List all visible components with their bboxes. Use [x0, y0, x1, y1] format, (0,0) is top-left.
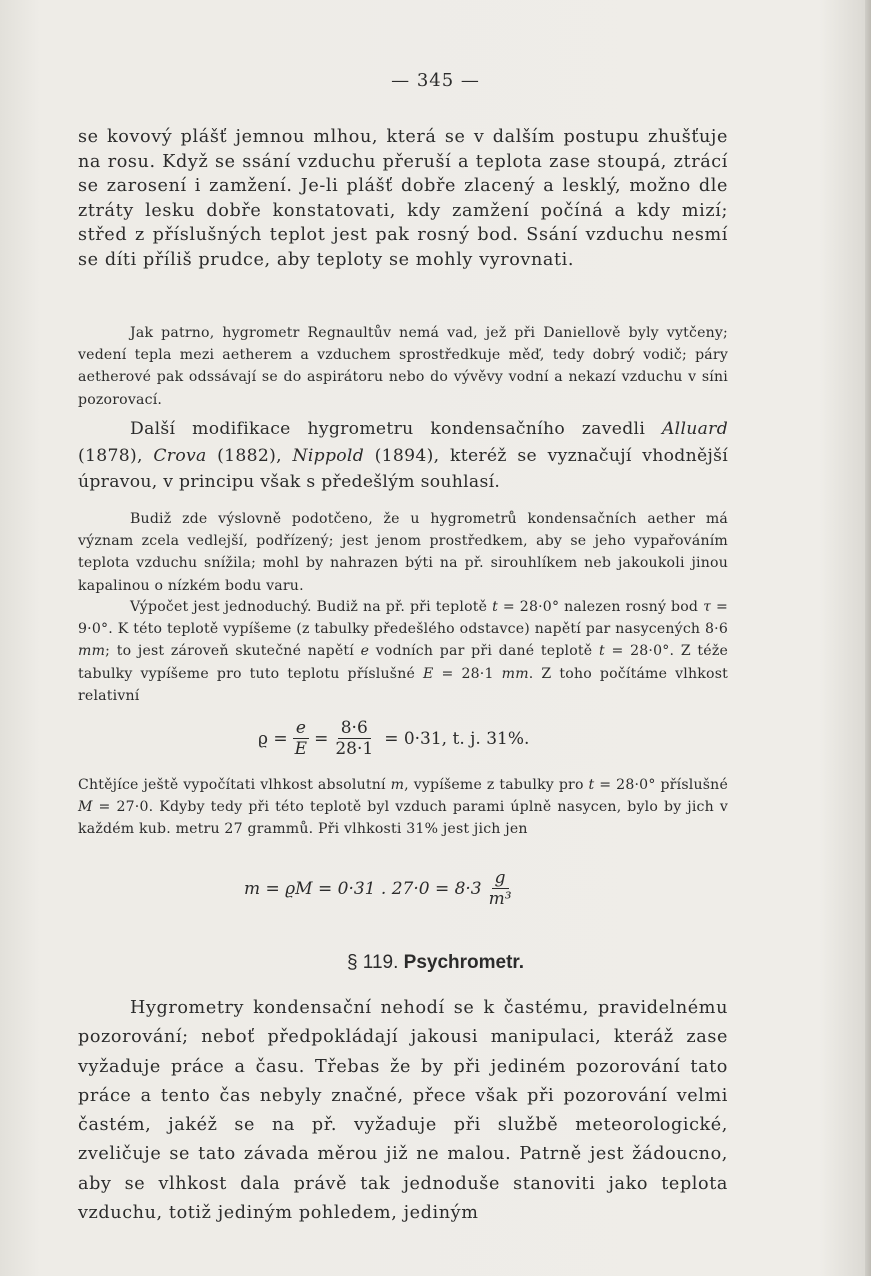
section-heading — [0, 952, 871, 974]
paragraph-4: Budiž zde výslovně podotčeno, že u hygrometrů kondensačních aether má význam zcela vedlejší, podřízený; jest jenom prostředkem, aby se jeho vypařováním teplota vzduchu snížila; mohl by nahrazen býti na př. sirouhlíkem neb jakoukoli jinou kapalinou o nízkém bodu varu. — [78, 511, 728, 594]
section-number: § 119. — [346, 952, 399, 973]
formula-absolute-humidity: m = ϱM = 0·31 . 27·0 = 8·3 $\frac{g}{\text{m³}}$ — [244, 868, 519, 909]
paragraph-3: Další modifikace hygrometru kondensačního zavedli Alluard (1878), Crova (1882), Nippold (1894), kteréž se vyznačují vhodnější úpravou, v principu však s předešlým souhlasí. — [78, 419, 728, 492]
fraction-values: $\frac{8\cdot 6}{28\cdot 1}$ — [335, 718, 374, 759]
fraction-e-over-E: $\frac{e}{E}$ — [294, 718, 308, 759]
paragraph-2: Jak patrno, hygrometr Regnaultův nemá vad, jež při Daniellově byly vytčeny; vedení tepla mezi aetherem a vzduchem sprostředkuje měď, tedy dobrý vodič; páry aetherové pak odssávají se do aspirátoru nebo do vývěvy vodní a nekazí vzduchu v síni pozorovací. — [78, 325, 728, 408]
page-number: — 345 — — [391, 70, 480, 91]
paragraph-1: se kovový plášť jemnou mlhou, která se v dalším postupu zhušťuje na rosu. Když se ssání vzduchu přeruší a teplota zase stoupá, ztrácí se zarosení i zamžení. Je-li plášť dobře zlacený a lesklý, možno dle ztráty lesku dobře konstatovati, kdy zamžení počíná a kdy mizí; střed z příslušných teplot jest pak rosný bod. Ssání vzduchu nesmí se díti příliš prudce, aby teploty se mohly vyrovnati. — [78, 127, 728, 270]
paragraph-6: Chtějíce ještě vypočítati vlhkost absolutní m, vypíšeme z tabulky pro t = 28·0° příslušné M = 27·0. Kdyby tedy při této teplotě byl vzduch parami úplně nasycen, bylo by jich v každém kub. metru 27 grammů. Při vlhkosti 31% jest jich jen — [78, 777, 728, 838]
paragraph-5: Výpočet jest jednoduchý. Budiž na př. při teplotě t = 28·0° nalezen rosný bod τ = 9·0°. K této teplotě vypíšeme (z tabulky předešlého odstavce) napětí par nasycených 8·6 mm; to jest zároveň skutečné napětí e vodních par při dané teplotě t = 28·0°. Z téže tabulky vypíšeme pro tuto teplotu příslušné E = 28·1 mm. Z toho počítáme vlhkost relativní — [78, 599, 729, 704]
name-alluard: Alluard — [661, 419, 728, 439]
paragraph-7: Hygrometry kondensační nehodí se k častému, pravidelnému pozorování; neboť předpokládají jakousi manipulaci, kteráž zase vyžaduje práce a času. Třebas že by při jediném pozorování tato práce a tento čas nebyly značné, přece však při pozorování velmi častém, jakéž se na př. vyžaduje při službě meteorologické, zveličuje se tato závada měrou již ne malou. Patrně jest žádoucno, aby se vlhkost dala právě tak jednoduše stanoviti jako teplota vzduchu, totiž jediným pohledem, jediným — [78, 998, 728, 1224]
fraction-g-over-m3: $\frac{g}{\text{m³}}$ — [488, 868, 512, 909]
page-edge — [865, 0, 871, 1276]
name-nippold: Nippold — [292, 445, 365, 466]
section-title: Psychrometr. — [403, 952, 525, 973]
name-crova: Crova — [153, 445, 207, 466]
formula-relative-humidity: ϱ = $\frac{e}{E}$ = $\frac{8\cdot 6}{28\cdot 1}$ = 0·31, t. j. 31%. — [258, 718, 530, 759]
